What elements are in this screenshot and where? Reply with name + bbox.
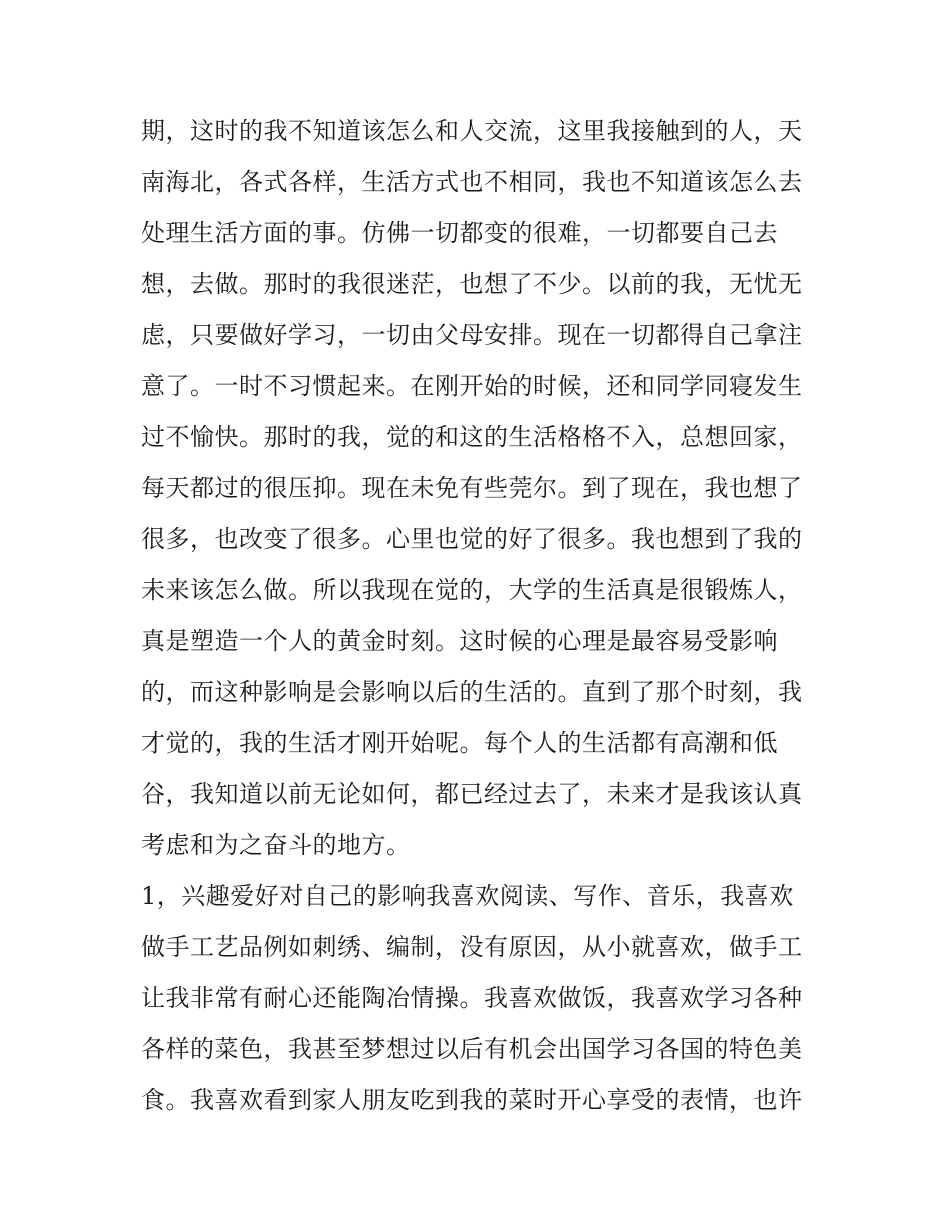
text-line: 虑，只要做好学习，一切由父母安排。现在一切都得自己拿注 [141,321,803,349]
body-text [141,106,831,1126]
text-line: 的，而这种影响是会影响以后的生活的。直到了那个时刻，我 [141,678,803,706]
text-line: 未来该怎么做。所以我现在觉的，大学的生活真是很锻炼人， [141,576,803,604]
text-line: 想，去做。那时的我很迷茫，也想了不少。以前的我，无忧无 [141,270,803,298]
text-line: 南海北，各式各样，生活方式也不相同，我也不知道该怎么去 [141,168,803,196]
text-line: 真是塑造一个人的黄金时刻。这时候的心理是最容易受影响 [141,627,778,655]
text-line: 意了。一时不习惯起来。在刚开始的时候，还和同学同寝发生 [141,372,803,400]
text-line: 处理生活方面的事。仿佛一切都变的很难，一切都要自己去 [141,219,778,247]
text-line: 过不愉快。那时的我，觉的和这的生活格格不入，总想回家， [141,423,803,451]
text-line: 让我非常有耐心还能陶冶情操。我喜欢做饭，我喜欢学习各种 [141,984,803,1012]
text-line: 谷，我知道以前无论如何，都已经过去了，未来才是我该认真 [141,780,803,808]
text-line: 期，这时的我不知道该怎么和人交流，这里我接触到的人，天 [141,117,803,145]
text-line: 才觉的，我的生活才刚开始呢。每个人的生活都有高潮和低 [141,729,778,757]
text-line: 考虑和为之奋斗的地方。 [141,831,411,859]
text-line: 食。我喜欢看到家人朋友吃到我的菜时开心享受的表情，也许 [141,1086,803,1114]
text-line: 每天都过的很压抑。现在未免有些莞尔。到了现在，我也想了 [141,474,803,502]
text-line: 各样的菜色，我甚至梦想过以后有机会出国学习各国的特色美 [141,1035,803,1063]
text-line: 做手工艺品例如刺绣、编制，没有原因，从小就喜欢，做手工 [141,933,803,961]
text-line: 很多，也改变了很多。心里也觉的好了很多。我也想到了我的 [141,525,803,553]
list-item-line: 1，兴趣爱好对自己的影响我喜欢阅读、写作、音乐，我喜欢 [141,882,794,910]
